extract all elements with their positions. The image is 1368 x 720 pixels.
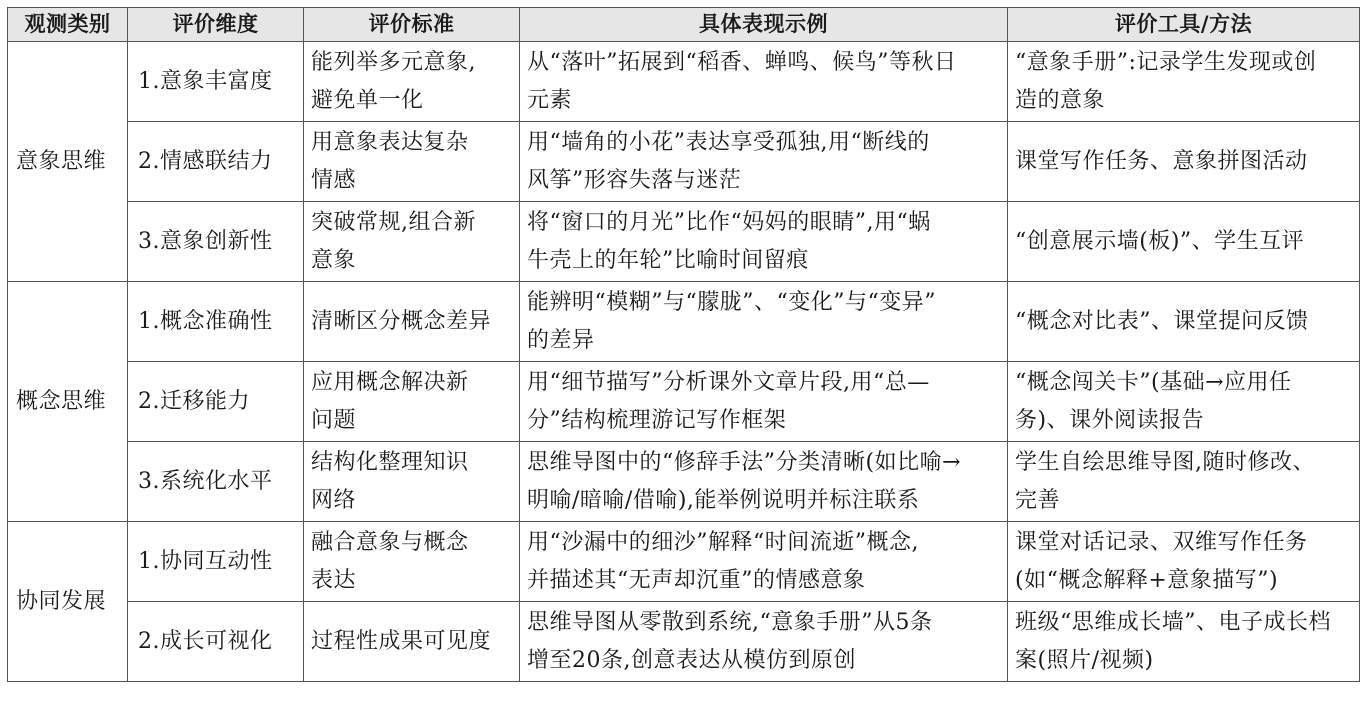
- table-row: [8, 442, 1360, 522]
- tool-line: 完善: [1015, 487, 1061, 513]
- standard-line: 情感: [311, 167, 357, 193]
- tool-line: 学生自绘思维导图,随时修改、: [1015, 449, 1315, 475]
- tool-line: 案(照片/视频): [1015, 647, 1154, 673]
- standard-cell: [304, 282, 520, 362]
- standard-line: 清晰区分概念差异: [311, 308, 492, 334]
- header-example: 具体表现示例: [520, 8, 1008, 42]
- standard-line: 突破常规,组合新: [311, 209, 476, 235]
- standard-line: 用意象表达复杂: [311, 129, 469, 155]
- example-line: 用“墙角的小花”表达享受孤独,用“断线的: [527, 129, 930, 155]
- standard-line: 融合意象与概念: [311, 529, 469, 555]
- tool-line: 课堂写作任务、意象拼图活动: [1015, 148, 1308, 174]
- standard-cell: [304, 42, 520, 122]
- evaluation-table: [7, 7, 1360, 682]
- example-cell: [520, 442, 1008, 522]
- standard-line: 过程性成果可见度: [311, 628, 492, 654]
- standard-cell: [304, 362, 520, 442]
- table-row: [8, 122, 1360, 202]
- header-category: 观测类别: [8, 8, 128, 42]
- example-cell: [520, 362, 1008, 442]
- tool-line: “概念对比表”、课堂提问反馈: [1015, 308, 1309, 334]
- example-line: 思维导图中的“修辞手法”分类清晰(如比喻→: [527, 449, 962, 475]
- tool-cell: [1008, 522, 1360, 602]
- example-line: 从“落叶”拓展到“稻香、蝉鸣、候鸟”等秋日: [527, 49, 957, 75]
- standard-cell: [304, 602, 520, 682]
- example-line: 增至20条,创意表达从模仿到原创: [527, 647, 856, 673]
- standard-cell: [304, 202, 520, 282]
- table-row: [8, 282, 1360, 362]
- tool-line: 务)、课外阅读报告: [1015, 407, 1205, 433]
- example-line: 用“细节描写”分析课外文章片段,用“总—: [527, 369, 930, 395]
- standard-line: 结构化整理知识: [311, 449, 469, 475]
- tool-cell: [1008, 442, 1360, 522]
- example-line: 并描述其“无声却沉重”的情感意象: [527, 567, 866, 593]
- tool-line: “概念闯关卡”(基础→应用任: [1015, 369, 1292, 395]
- example-line: 元素: [527, 87, 573, 113]
- table-row: [8, 522, 1360, 602]
- dimension-cell: 1.概念准确性: [128, 282, 304, 362]
- example-line: 牛壳上的年轮”比喻时间留痕: [527, 247, 809, 273]
- dimension-cell: 3.意象创新性: [128, 202, 304, 282]
- standard-cell: [304, 122, 520, 202]
- example-cell: [520, 42, 1008, 122]
- standard-line: 问题: [311, 407, 357, 433]
- tool-line: 课堂对话记录、双维写作任务: [1015, 529, 1308, 555]
- header-standard: 评价标准: [304, 8, 520, 42]
- category-cell: 意象思维: [8, 42, 128, 282]
- tool-cell: [1008, 602, 1360, 682]
- tool-cell: [1008, 282, 1360, 362]
- standard-line: 意象: [311, 247, 357, 273]
- standard-line: 避免单一化: [311, 87, 424, 113]
- tool-line: 造的意象: [1015, 87, 1106, 113]
- header-dimension: 评价维度: [128, 8, 304, 42]
- tool-line: “创意展示墙(板)”、学生互评: [1015, 228, 1305, 254]
- standard-line: 能列举多元意象,: [311, 49, 476, 75]
- header-tool: 评价工具/方法: [1008, 8, 1360, 42]
- dimension-cell: 1.协同互动性: [128, 522, 304, 602]
- tool-cell: [1008, 122, 1360, 202]
- tool-line: “意象手册”:记录学生发现或创: [1015, 49, 1317, 75]
- category-cell: 协同发展: [8, 522, 128, 682]
- table-row: [8, 202, 1360, 282]
- example-cell: [520, 202, 1008, 282]
- example-line: 风筝”形容失落与迷茫: [527, 167, 742, 193]
- standard-cell: [304, 522, 520, 602]
- tool-cell: [1008, 42, 1360, 122]
- standard-line: 网络: [311, 487, 357, 513]
- standard-cell: [304, 442, 520, 522]
- example-line: 分”结构梳理游记写作框架: [527, 407, 787, 433]
- standard-line: 表达: [311, 567, 357, 593]
- dimension-cell: 3.系统化水平: [128, 442, 304, 522]
- table-row: [8, 42, 1360, 122]
- tool-line: (如“概念解释+意象描写”): [1015, 567, 1279, 593]
- table-body: [8, 42, 1360, 682]
- example-line: 明喻/暗喻/借喻),能举例说明并标注联系: [527, 487, 920, 513]
- example-line: 的差异: [527, 327, 595, 353]
- example-line: 能辨明“模糊”与“朦胧”、“变化”与“变异”: [527, 289, 936, 315]
- example-cell: [520, 602, 1008, 682]
- tool-cell: [1008, 202, 1360, 282]
- category-cell: 概念思维: [8, 282, 128, 522]
- example-cell: [520, 122, 1008, 202]
- table-row: [8, 362, 1360, 442]
- example-line: 思维导图从零散到系统,“意象手册”从5条: [527, 609, 933, 635]
- table-row: [8, 602, 1360, 682]
- standard-line: 应用概念解决新: [311, 369, 469, 395]
- dimension-cell: 2.成长可视化: [128, 602, 304, 682]
- example-line: 用“沙漏中的细沙”解释“时间流逝”概念,: [527, 529, 919, 555]
- example-cell: [520, 522, 1008, 602]
- header-row: [8, 8, 1360, 42]
- dimension-cell: 2.迁移能力: [128, 362, 304, 442]
- dimension-cell: 2.情感联结力: [128, 122, 304, 202]
- example-line: 将“窗口的月光”比作“妈妈的眼睛”,用“蜗: [527, 209, 931, 235]
- tool-cell: [1008, 362, 1360, 442]
- tool-line: 班级“思维成长墙”、电子成长档: [1015, 609, 1331, 635]
- example-cell: [520, 282, 1008, 362]
- dimension-cell: 1.意象丰富度: [128, 42, 304, 122]
